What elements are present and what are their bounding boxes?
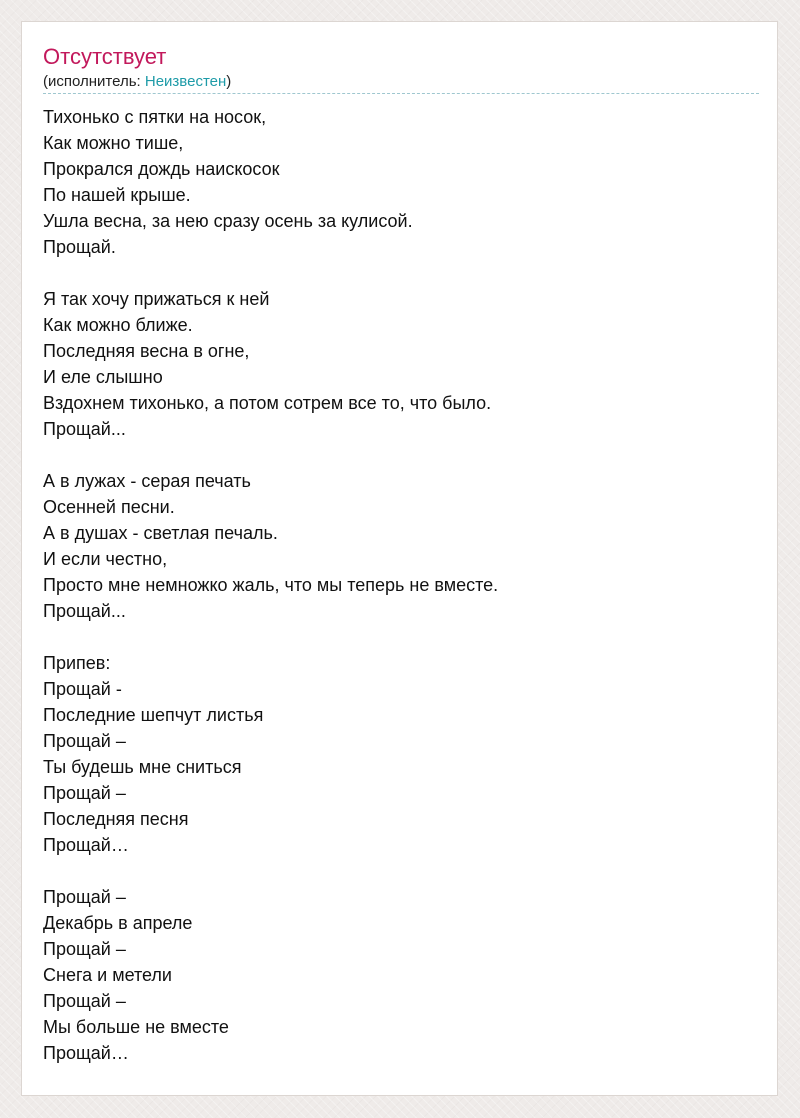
song-title: Отсутствует	[43, 44, 167, 69]
lyric-blank-line	[43, 260, 759, 286]
lyric-line: Прощай...	[43, 601, 126, 621]
lyric-blank-line	[43, 624, 759, 650]
lyric-line: Прощай…	[43, 1043, 129, 1063]
lyric-line: Ушла весна, за нею сразу осень за кулисой.	[43, 211, 413, 231]
lyric-line: Осенней песни.	[43, 497, 175, 517]
lyric-line: Прощай...	[43, 419, 126, 439]
lyric-line: Ты будешь мне сниться	[43, 757, 242, 777]
lyric-line: Прощай –	[43, 887, 126, 907]
artist-link[interactable]: Неизвестен	[144, 73, 227, 90]
lyric-line: Прощай…	[43, 835, 129, 855]
lyric-line: Последняя весна в огне,	[43, 341, 250, 361]
lyric-line: Просто мне немножко жаль, что мы теперь не вместе.	[43, 575, 499, 595]
lyric-line: Прощай –	[43, 731, 126, 751]
lyric-line: Последняя песня	[43, 809, 189, 829]
lyric-line: Как можно тише,	[43, 133, 184, 153]
lyric-line: По нашей крыше.	[43, 185, 191, 205]
lyric-blank-line	[43, 858, 759, 884]
lyric-line: Прощай –	[43, 939, 126, 959]
lyric-line: Тихонько с пятки на носок,	[43, 107, 267, 127]
lyric-line: А в лужах - серая печать	[43, 471, 251, 491]
lyric-line: Прощай.	[43, 237, 116, 257]
lyric-line: Прокрался дождь наискосок	[43, 159, 280, 179]
lyric-blank-line	[43, 442, 759, 468]
lyric-line: Вздохнем тихонько, а потом сотрем все то, что было.	[43, 393, 492, 413]
lyric-line: Мы больше не вместе	[43, 1017, 229, 1037]
lyric-line: Прощай -	[43, 679, 122, 699]
lyric-line: А в душах - светлая печаль.	[43, 523, 278, 543]
lyric-line: Как можно ближе.	[43, 315, 193, 335]
artist-prefix: (исполнитель:	[43, 73, 145, 90]
title-divider	[43, 93, 759, 94]
lyric-line: Декабрь в апреле	[43, 913, 193, 933]
lyric-line: И если честно,	[43, 549, 168, 569]
artist-suffix: )	[226, 73, 232, 90]
lyric-line: Последние шепчут листья	[43, 705, 264, 725]
lyrics-card	[21, 21, 778, 1096]
lyric-line: Припев:	[43, 653, 111, 673]
lyric-line: Снега и метели	[43, 965, 172, 985]
lyric-line: Прощай –	[43, 991, 126, 1011]
lyric-line: Прощай –	[43, 783, 126, 803]
lyric-line: И еле слышно	[43, 367, 163, 387]
lyric-line: Я так хочу прижаться к ней	[43, 289, 270, 309]
artist-line	[43, 72, 231, 92]
lyrics-text	[43, 104, 759, 1066]
